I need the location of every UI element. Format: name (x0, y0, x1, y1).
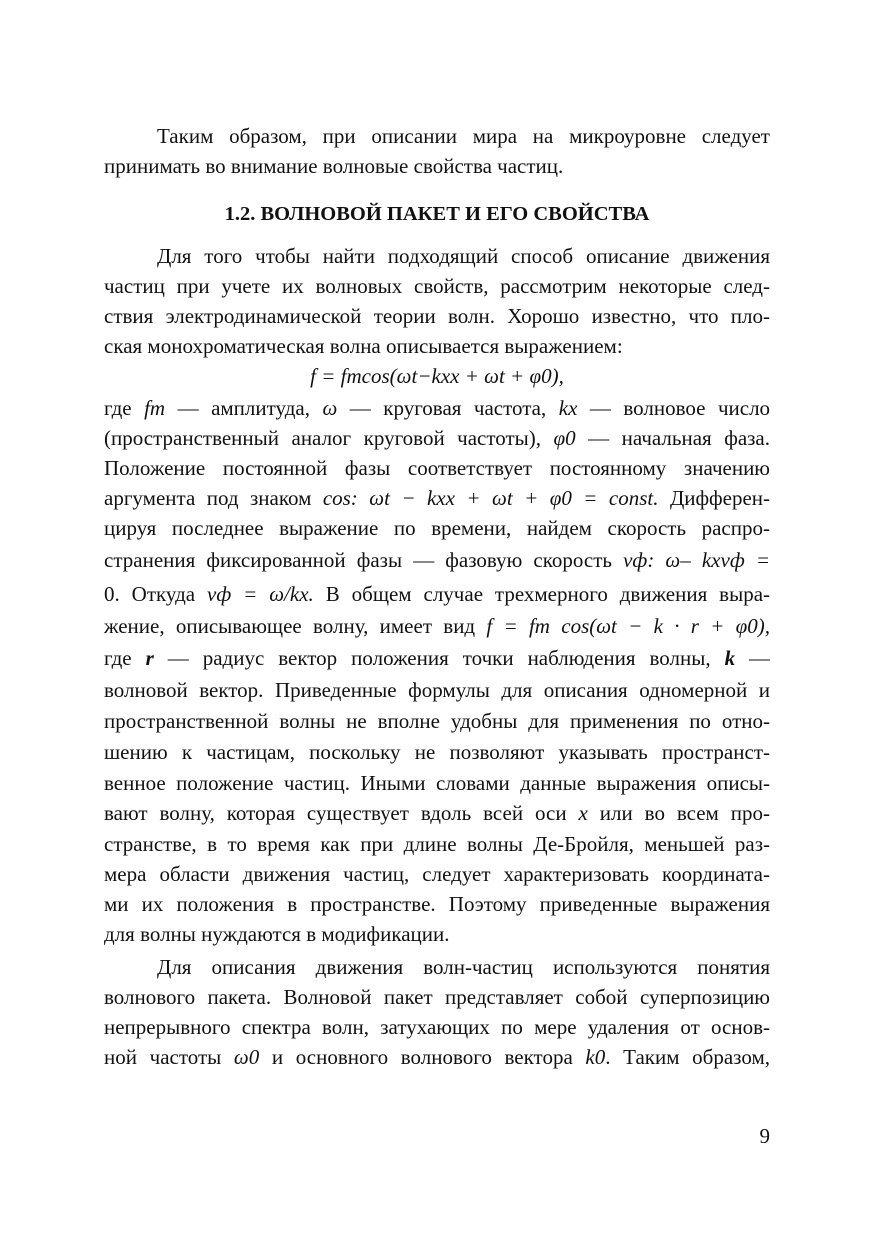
paragraph-line: странения фиксированной фазы — фазовую скорость vф: ω– kxvф = (104, 548, 771, 572)
section-heading: 1.2. ВОЛНОВОЙ ПАКЕТ И ЕГО СВОЙСТВА (224, 203, 650, 225)
paragraph-line: жение, описывающее волну, имеет вид f = fm cos(ωt − k · r + φ0), (104, 614, 770, 638)
page-number: 9 (759, 1124, 770, 1148)
paragraph-line: ной частоты ω0 и основного волнового вектора k0. Таким образом, (104, 1045, 770, 1069)
paragraph-line: цируя последнее выражение по времени, найдем скорость распро- (104, 516, 770, 540)
paragraph-line: где fm — амплитуда, ω — круговая частота, kx — волновое число (104, 396, 771, 420)
wave-formula: f = fmcos(ωt−kxx + ωt + φ0), (310, 364, 564, 388)
paragraph-line: для волны нуждаются в модификации. (104, 922, 450, 946)
intro-line: принимать во внимание волновые свойства частиц. (104, 154, 564, 178)
paragraph-line: где r — радиус вектор положения точки наблюдения волны, k — (104, 646, 771, 670)
paragraph-line: ствия электродинамической теории волн. Хорошо известно, что пло- (104, 304, 770, 328)
intro-line: Таким образом, при описании мира на микроуровне следует (157, 124, 770, 148)
paragraph-line: волнового пакета. Волновой пакет представляет собой суперпозицию (104, 985, 770, 1009)
paragraph-line: Положение постоянной фазы соответствует постоянному значению (104, 456, 770, 480)
paragraph-line: аргумента под знаком cos: ωt − kxx + ωt + φ0 = const. Дифферен- (104, 486, 770, 510)
paragraph-line: Для описания движения волн-частиц используются понятия (157, 955, 770, 979)
paragraph-line: волновой вектор. Приведенные формулы для описания одномерной и (104, 678, 770, 702)
paragraph-line: Для того чтобы найти подходящий способ описание движения (157, 244, 770, 268)
paragraph-line: пространственной волны не вполне удобны для применения по отно- (104, 709, 770, 733)
paragraph-line: ми их положения в пространстве. Поэтому приведенные выражения (104, 892, 770, 916)
paragraph-line: шению к частицам, поскольку не позволяют указывать пространст- (104, 740, 770, 764)
paragraph-line: 0. Откуда vф = ω/kx. В общем случае трехмерного движения выра- (104, 582, 771, 606)
paragraph-line: венное положение частиц. Иными словами данные выражения описы- (104, 771, 770, 795)
paragraph-line: ская монохроматическая волна описывается выражением: (104, 334, 623, 358)
paragraph-line: (пространственный аналог круговой частоты), φ0 — начальная фаза. (104, 426, 771, 450)
paragraph-line: непрерывного спектра волн, затухающих по мере удаления от основ- (104, 1015, 770, 1039)
paragraph-line: вают волну, которая существует вдоль всей оси x или во всем про- (104, 801, 771, 825)
paragraph-line: странстве, в то время как при длине волны Де-Бройля, меньшей раз- (104, 832, 770, 856)
paragraph-line: мера области движения частиц, следует характеризовать координата- (104, 862, 770, 886)
paragraph-line: частиц при учете их волновых свойств, рассмотрим некоторые след- (104, 274, 770, 298)
